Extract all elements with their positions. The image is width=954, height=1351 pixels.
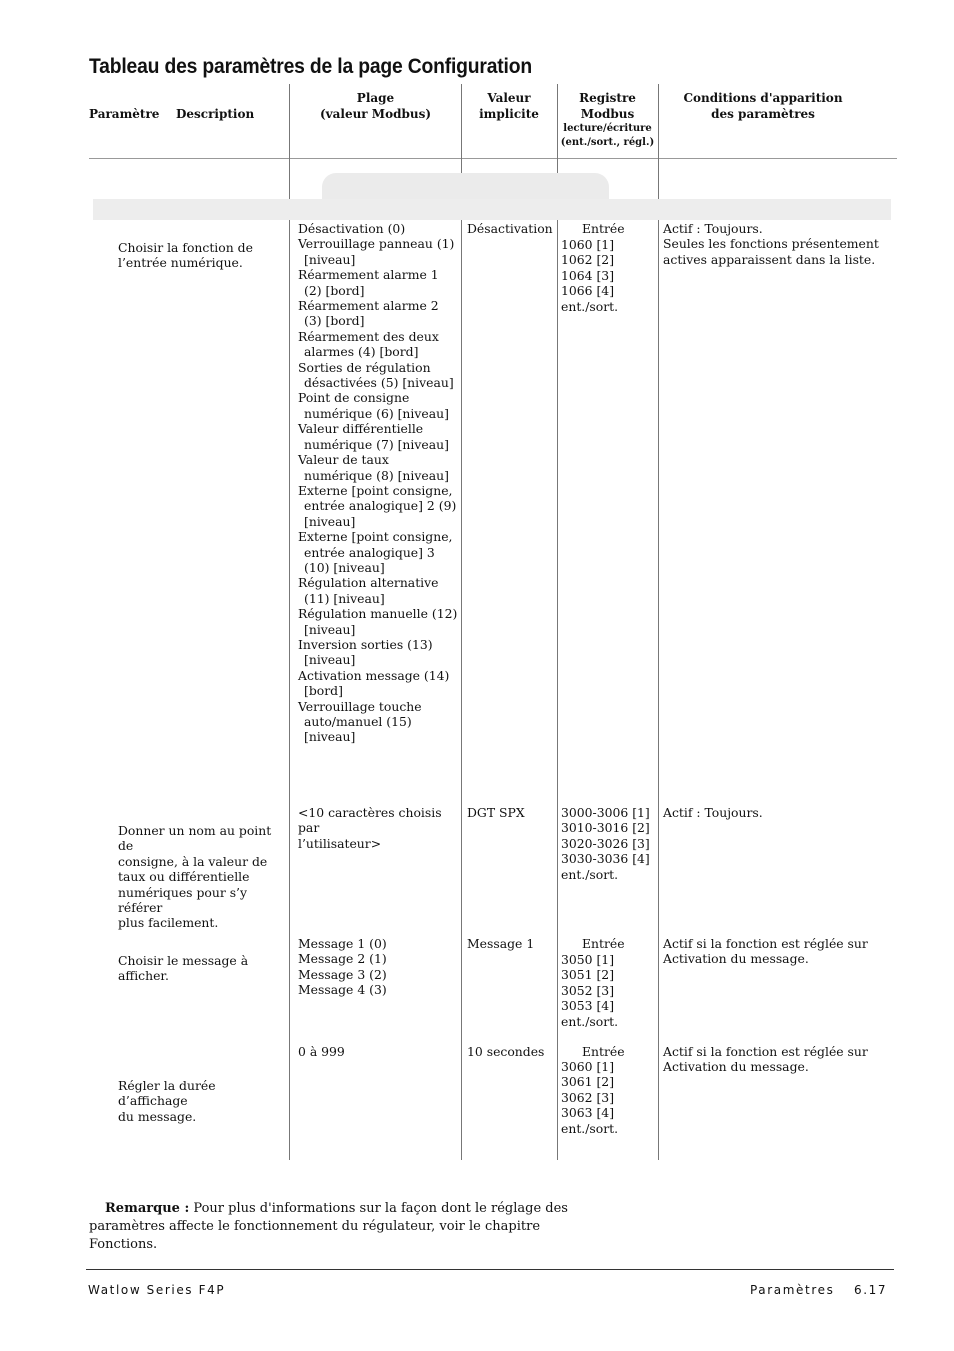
remark-lead: Remarque : bbox=[105, 1201, 190, 1216]
footer-section: Paramètres bbox=[750, 1283, 835, 1297]
plage-option: Point de consigne numérique (6) [niveau] bbox=[298, 390, 449, 421]
row1-plage-list bbox=[298, 221, 460, 745]
row4-registre-head: Entrée bbox=[582, 1044, 625, 1059]
section-band bbox=[93, 199, 891, 220]
plage-option: Réarmement alarme 1 (2) [bord] bbox=[298, 267, 439, 298]
plage-option: Valeur différentielle numérique (7) [niveau] bbox=[298, 421, 449, 452]
footer-product: Watlow Series F4P bbox=[88, 1283, 226, 1297]
plage-option: Désactivation (0) bbox=[298, 221, 406, 236]
column-divider bbox=[658, 84, 659, 1160]
header-divider bbox=[89, 158, 897, 159]
plage-option: Valeur de taux numérique (8) [niveau] bbox=[298, 452, 449, 483]
row4-registre: 3060 [1] 3061 [2] 3062 [3] 3063 [4] ent./sort. bbox=[561, 1059, 619, 1136]
plage-option: Réarmement des deux alarmes (4) [bord] bbox=[298, 328, 439, 360]
remark-note bbox=[89, 1200, 609, 1254]
row2-registre: 3000-3006 [1] 3010-3016 [2] 3020-3026 [3] 3030-3036 [4] ent./sort. bbox=[561, 805, 650, 882]
remark-text: Pour plus d'informations sur la façon dont le réglage des paramètres affecte le fonctionnement du régulateur, voir le chapitre Fonctions. bbox=[89, 1201, 568, 1252]
header-registre-sub: lecture/écriture (ent./sort., régl.) bbox=[560, 123, 655, 148]
header-parametre: Paramètre bbox=[89, 107, 160, 121]
plage-option: Activation message (14) [bord] bbox=[298, 667, 450, 699]
row2-conditions: Actif : Toujours. bbox=[663, 805, 763, 820]
header-valeur-implicite: Valeur implicite bbox=[479, 91, 539, 121]
row1-registre: 1060 [1] 1062 [2] 1064 [3] 1066 [4] ent./sort. bbox=[561, 237, 619, 314]
row3-registre: 3050 [1] 3051 [2] 3052 [3] 3053 [4] ent./sort. bbox=[561, 952, 619, 1029]
row4-conditions: Actif si la fonction est réglée sur Activation du message. bbox=[663, 1044, 868, 1075]
plage-option: Régulation manuelle (12) [niveau] bbox=[298, 606, 458, 637]
row2-valeur: DGT SPX bbox=[467, 805, 525, 820]
row1-registre-head: Entrée bbox=[582, 221, 625, 236]
column-divider bbox=[289, 84, 290, 1160]
plage-option: Verrouillage touche auto/manuel (15) [niveau] bbox=[298, 698, 422, 745]
header-conditions: Conditions d'apparition des paramètres bbox=[683, 91, 843, 121]
row4-description: Régler la durée d’affichage du message. bbox=[118, 1078, 216, 1124]
row1-conditions: Actif : Toujours. Seules les fonctions présentement actives apparaissent dans la liste. bbox=[663, 221, 879, 267]
footer-page-number: 6.17 bbox=[854, 1283, 888, 1297]
row1-valeur: Désactivation bbox=[467, 221, 553, 236]
row3-description: Choisir le message à afficher. bbox=[118, 953, 249, 984]
page-title: Tableau des paramètres de la page Configuration bbox=[89, 55, 532, 78]
plage-option: Verrouillage panneau (1) [niveau] bbox=[298, 236, 455, 267]
page-tab-graphic bbox=[322, 173, 609, 199]
row4-valeur: 10 secondes bbox=[467, 1044, 545, 1059]
row1-description: Choisir la fonction de l’entrée numérique. bbox=[118, 240, 253, 271]
row4-plage: 0 à 999 bbox=[298, 1044, 345, 1059]
plage-option: Réarmement alarme 2 (3) [bord] bbox=[298, 298, 439, 329]
plage-option: Externe [point consigne, entrée analogique] 3 (10) [niveau] bbox=[298, 529, 453, 575]
row2-description: Donner un nom au point de consigne, à la valeur de taux ou différentielle numériques pour s’y référer plus facilement. bbox=[118, 823, 272, 931]
plage-option: Inversion sorties (13) [niveau] bbox=[298, 636, 433, 668]
row2-plage: <10 caractères choisis par l’utilisateur> bbox=[298, 805, 442, 851]
row3-registre-head: Entrée bbox=[582, 936, 625, 951]
column-divider bbox=[461, 84, 462, 1160]
plage-option: Régulation alternative (11) [niveau] bbox=[298, 575, 439, 606]
plage-option: Sorties de régulation désactivées (5) [niveau] bbox=[298, 359, 454, 391]
column-divider bbox=[557, 84, 558, 1160]
header-registre: Registre Modbus bbox=[579, 91, 636, 121]
header-description: Description bbox=[176, 107, 255, 121]
plage-option: Externe [point consigne, entrée analogique] 2 (9) [niveau] bbox=[298, 482, 457, 529]
row3-plage: Message 1 (0) Message 2 (1) Message 3 (2) Message 4 (3) bbox=[298, 936, 387, 998]
header-plage: Plage (valeur Modbus) bbox=[319, 91, 432, 121]
footer-rule bbox=[86, 1269, 894, 1270]
row3-conditions: Actif si la fonction est réglée sur Activation du message. bbox=[663, 936, 868, 967]
row3-valeur: Message 1 bbox=[467, 936, 535, 951]
